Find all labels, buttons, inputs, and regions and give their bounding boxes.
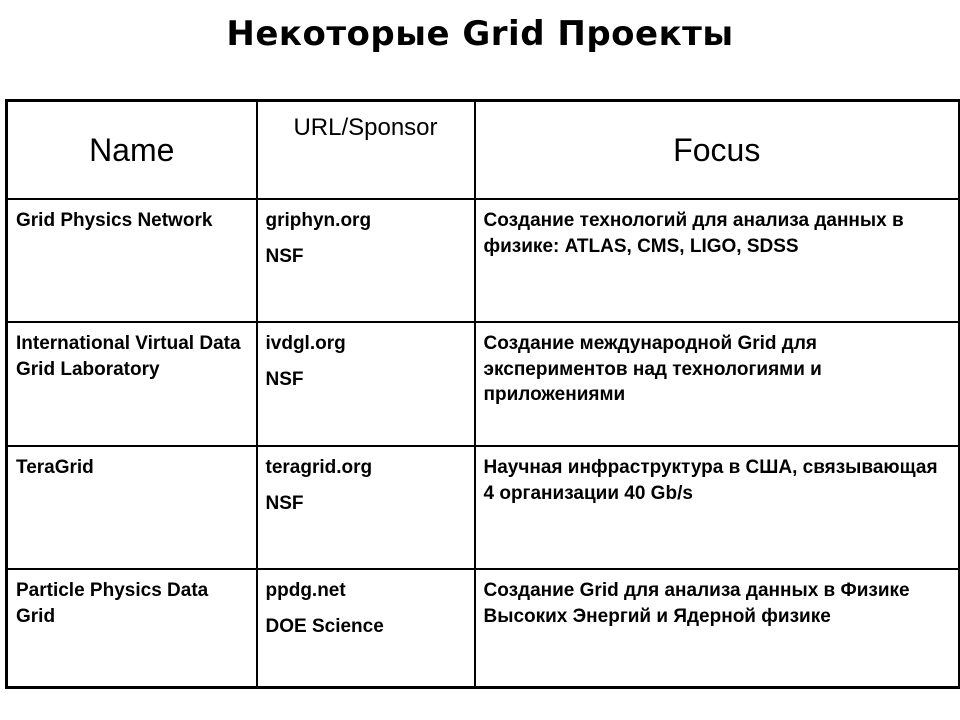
page-title: Некоторые Grid Проекты bbox=[226, 14, 734, 54]
project-name: Grid Physics Network bbox=[7, 199, 257, 322]
project-url-sponsor bbox=[257, 322, 475, 446]
project-url-sponsor bbox=[257, 569, 475, 688]
project-sponsor: NSF bbox=[265, 368, 304, 390]
table-header-row bbox=[7, 101, 960, 200]
project-sponsor: DOE Science bbox=[265, 615, 384, 637]
project-url: teragrid.org bbox=[265, 457, 373, 478]
table-row bbox=[7, 446, 960, 569]
project-url-sponsor bbox=[257, 446, 475, 569]
project-name: TeraGrid bbox=[7, 446, 257, 569]
header-name: Name bbox=[7, 101, 257, 200]
project-url: ivdgl.org bbox=[265, 333, 346, 354]
project-sponsor: NSF bbox=[265, 245, 304, 267]
project-name: Particle Physics Data Grid bbox=[7, 569, 257, 688]
projects-table bbox=[5, 99, 960, 689]
table-row bbox=[7, 199, 960, 322]
header-focus: Focus bbox=[475, 101, 960, 200]
project-focus: Создание Grid для анализа данных в Физике Высоких Энергий и Ядерной физике bbox=[475, 569, 960, 688]
header-url-sponsor: URL/Sponsor bbox=[257, 101, 475, 200]
project-url: griphyn.org bbox=[265, 210, 372, 231]
table-row bbox=[7, 569, 960, 688]
project-sponsor: NSF bbox=[265, 492, 304, 514]
project-name: International Virtual Data Grid Laboratory bbox=[7, 322, 257, 446]
project-url-sponsor bbox=[257, 199, 475, 322]
project-focus: Создание международной Grid для экспериментов над технологиями и приложениями bbox=[475, 322, 960, 446]
project-focus: Создание технологий для анализа данных в физике: ATLAS, CMS, LIGO, SDSS bbox=[475, 199, 960, 322]
project-url: ppdg.net bbox=[265, 580, 346, 601]
project-focus: Научная инфраструктура в США, связывающая 4 организации 40 Gb/s bbox=[475, 446, 960, 569]
table-row bbox=[7, 322, 960, 446]
